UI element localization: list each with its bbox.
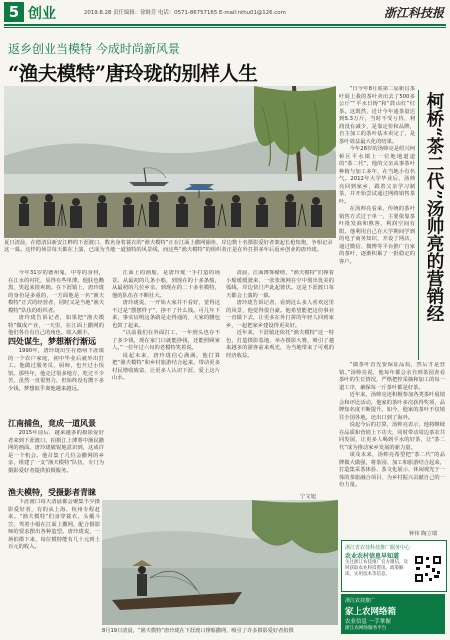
advert-banner-title: 浙江农技推广 [345,598,376,604]
article-column-2 [112,270,220,498]
bottom-photo-caption: 8月19日清晨，“渔夫模特”唐玲珑在下涯渡口撑船撒网，吸引了许多摄影爱好者拍摄 [102,628,294,634]
header-rule [4,24,446,26]
article-headline: “渔夫模特”唐玲珑的别样人生 [8,62,258,85]
advert-banner-slogan: 农业信息 一手掌握 [345,619,391,625]
sidebar-title: 柯桥“茶二代”汤帅亮的营销经 [424,92,444,323]
subhead-3: 渔夫模特，受摄影者青睐 [8,488,96,497]
header-rule-thin [4,27,446,28]
advert-banner [341,594,445,634]
article-column-1-mid [8,348,104,414]
page-header [4,2,446,24]
subhead-1: 四处谋生，梦想渐行渐远 [8,337,96,346]
paragraph: 江面上的渔船，是唐玲珑一手打造的场景。从最初的几条小船，到现在的十多条船，从最初的几位乡亲，到现在的二十多名模特，他的队伍在不断壮大。 [112,270,220,299]
paragraph: 今年31岁的德州鬼，中等的身材，在江水的衬托，显得有些单薄。他肤色黝黑，笑起来很爽朗。在下涯镇上，唐玲珑的身份是多重的，一方面他是一名“渔夫模特”正式的经营者，同时又是当地“渔夫模特”队伍的组织者。 [8,270,104,314]
advert-qr-box [341,540,447,592]
fisherman-boat-photo [102,500,338,625]
main-photo-caption: 夏日清晨，在德清县新安江畔的下涯渡口，数名身着蓑衣的“渔夫模特”正在江面上撒网捕鱼，岸边数十名摄影爱好者架起长枪短炮，争相记录这一幕。这样的场景每天都在上演，已成为当地一道独特的风景线，而这些“渔夫模特”的组织者正是在外打拼多年后返乡创业的唐玲珑。 [4,240,333,254]
paragraph: 2015年前后，越来越多的摄影爱好者来到下涯渡口，拍摄江上薄雾中渔民撒网的画面。唐玲珑敏锐地意识到，这或许是一个机会。他召集了几位会撒网的乡亲，组建了一支“渔夫模特”队伍，专门为摄影爱好者提供拍摄服务。 [8,430,104,474]
river-scene-photo [4,86,336,238]
bottom-photo [102,500,338,625]
advert-text: 关注浙江农技推广官方微信，及时获取农业科技资讯、政策解读、实用技术等信息。 [345,560,408,577]
paragraph: 今年28岁的汤帅亮是绍兴柯桥区平水镇上一位地地道道的“茶二代”，他的父亲从事茶叶种植与加工多年，在当地小有名气。2012年大学毕业后，汤帅亮回到家乡，跟着父亲学习制茶，并开始尝试通过网络销售茶叶。 [339,146,415,205]
paragraph: “做茶叶首先要保证品质，然后才是营销。”汤帅亮说，他每年都会亲自到茶园查看茶叶的生长情况，严格把控采摘和加工的每一道工序，确保每一斤茶叶都是好茶。 [339,362,445,391]
paragraph: 下涯渡口每天清晨都会聚集不少摄影爱好者，有的从上海、杭州专程赶来。“渔夫模特”们身穿蓑衣，头戴斗笠，驾着小船在江面上撒网，配合摄影师的要求摆出各种造型。唐玲珑说，一场拍摄下来，每位模特能有几十元到上百元的收入。 [8,499,100,550]
advert-title: 浙江省农技科技推广服务中心 [345,545,411,551]
paragraph: 唐玲珑告诉记者，看到这么多人喜欢这里的风景，他觉得很自豪。他希望能把这份事业一直做下去，让更多在外打拼的年轻人回到家乡，一起把家乡建设得更美好。 [226,300,334,329]
paragraph: 唐玲珑说，一开始大家并不看好，觉得这不过是“摆摆样子”，挣不了什么钱。可几年下来，事实证明这条路是走得通的，大家的腰包也鼓了起来。 [112,300,220,329]
page-number: 5 [4,2,24,22]
article-column-3 [226,270,334,492]
paragraph: 1990年，唐玲珑出生在德州下涯镇的一个农户家庭，初中毕业后就外出打工。他做过服务员、厨师，也开过小饭馆。那些年，他走过很多地方，吃过不少苦，虽然一直很努力，但始终没有攒下多少钱，梦想似乎离他越来越远。 [8,348,104,392]
paragraph: 说起未来，唐玲珑信心满满。他打算把“渔夫模特”和乡村旅游结合起来，带动更多村民增收致富，让更多人认识下涯，爱上这片山水。 [112,352,220,381]
paragraph: 在汤帅亮看来，传统的茶叶销售方式过于单一，主要依靠茶叶批发商和熟客，利润空间有限。他利用自己在大学期间学到的电子商务知识，开设了网店，通过微信、微博等平台推广自家的茶叶，逐渐积累了一批稳定的客户。 [339,206,415,265]
paragraph: 说起今后的打算，汤帅亮表示，他将继续在品质和营销上下功夫，同时带动周边茶农共同发展，让更多人喝到平水的好茶，让“茶二代”成为推动家乡发展的新力量。 [339,422,445,451]
article-author: 宁文旭 [300,494,316,500]
sidebar-text-bottom [339,362,445,532]
sidebar-author: 钟伟 陶立瑞 [409,531,438,537]
subhead-2: 江南捕鱼，竟成一道风景 [8,419,96,428]
paragraph: 清晨，江面薄雾缭绕，“渔夫模特”们撑着小船缓缓驶来，一张张渔网在空中划出优美的弧线，岸边快门声此起彼伏。这是下涯渡口每天都会上演的一幕。 [226,270,334,299]
paragraph: “日今年8月底第二届新昌茶叶展上我的茶叶卖出去了500多公斤”“平水日铸”和“鼓山红”红茶。这既然，近计今年通茶量达到5.3万斤，当时不受亏待，利润没有减少，是靠定价和品牌，自主加工的茶叶基本卖完了，是茶叶效益最大化的结果。 [339,86,415,145]
main-photo [4,86,336,238]
sidebar-text-top [339,86,415,356]
advert-subtitle: 农业农村信息早知道 [345,553,400,560]
paragraph: 近年来，汤帅亮还积极参加各类茶叶展销会和评比活动，他家的茶叶多次获得奖项，品牌知名度不断提升。如今，他家的茶叶不仅销往全国各地，还出口到了海外。 [339,392,445,421]
article-kicker: 返乡创业当模特 今成时尚新风景 [8,42,180,56]
paragraph: “以前我们在外面打工，一年到头也存不了多少钱，现在家门口就能挣钱，还能照顾家人。”一位年过六旬的老模特笑着说。 [112,330,220,351]
paragraph: 唐玲珑告诉记者，如果把“渔夫模特”做成产业，一天里，在江面上撒网的他们各自有自己的角色，收入颇丰。 [8,315,104,336]
paragraph: 谈及未来，汤帅亮希望把“茶二代”的品牌做大做强，将茶园、加工和旅游结合起来，打造集采茶体验、茶文化展示、休闲观光于一体的茶旅融合项目，为乡村振兴贡献自己的一份力量。 [339,452,445,488]
qr-code-icon [414,555,442,583]
article-column-1-lower [8,430,104,482]
article-column-1-bottom [8,499,100,634]
header-meta: 2019.8.28 责任编辑：徐继芳 电话：0571-86757165 E-mail:nthu01@126.com [84,10,286,16]
newspaper-brand: 浙江科技报 [383,6,444,20]
paragraph: 近年来，下涯镇还依托“渔夫模特”这一特色，打造摄影基地，举办摄影大赛，吸引了越来越多的游客前来观光，为当地带来了可观的经济收益。 [226,330,334,359]
section-title: 创业 [28,6,56,22]
advert-banner-footer: 浙江农网络服务平台 [345,626,387,631]
advert-banner-headline: 家上农网络箱 [345,607,397,617]
